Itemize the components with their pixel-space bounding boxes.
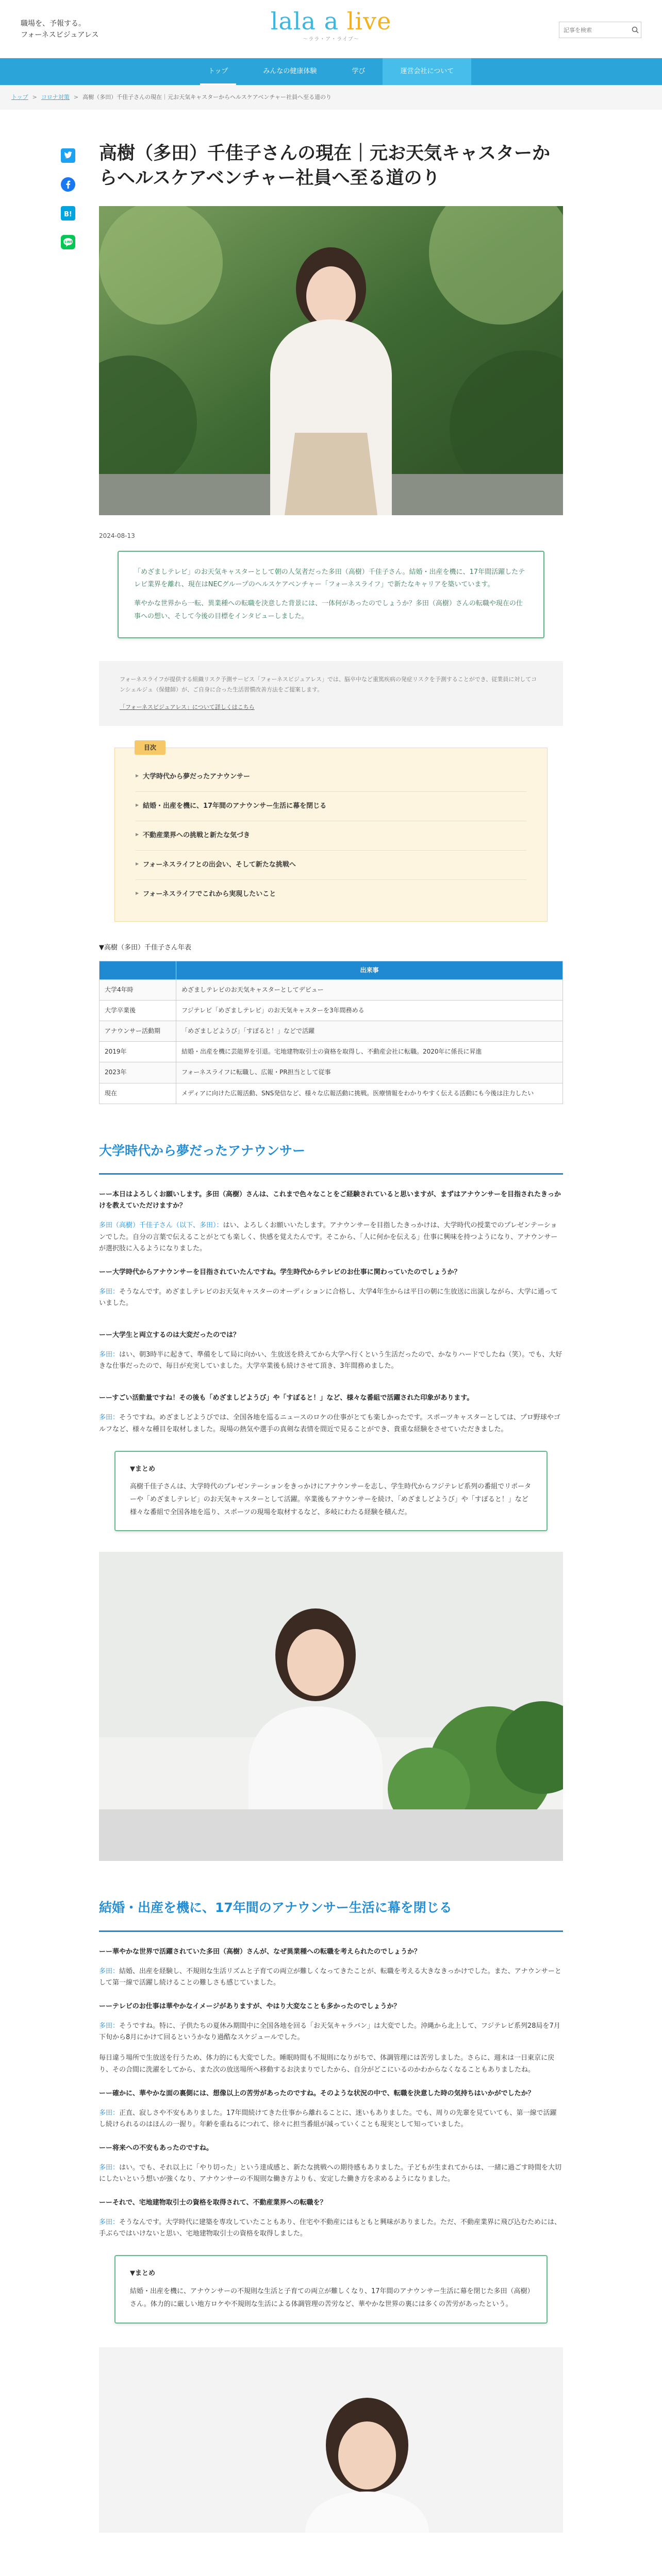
- interview-question: ーー華やかな世界で活躍されていた多田（高樹）さんが、なぜ異業種への転職を考えられたのでしょうか？: [99, 1947, 421, 1956]
- toc-item[interactable]: ▶ 大学時代から夢だったアナウンサー: [136, 762, 526, 792]
- interview-photo: [99, 1552, 563, 1861]
- speaker-name: 多田：: [99, 2163, 120, 2172]
- table-header-row: [100, 961, 563, 979]
- speaker-name: 多田：: [99, 1414, 120, 1422]
- service-note-text: フォーネスライフが提供する組織リスク予測サービス「フォーネスビジュアレス」では、脳卒中など重篤疾病の発症リスクを予測することができ、従業員に対してコンシェルジュ（保健師）が、ご自身に合った生活習慣改善方法をご提案します。: [120, 676, 537, 693]
- speaker-name: 多田：: [99, 1287, 120, 1296]
- speaker-name: 多田：: [99, 1351, 120, 1359]
- table-header-cell: [100, 961, 176, 979]
- lead-paragraph: 華やかな世界から一転、異業種への転職を決意した背景には、一体何があったのでしょうか？多田（高樹）さんの転職や現在の仕事への想い、そして今後の目標をインタビューしました。: [134, 599, 523, 620]
- speaker-name: 多田：: [99, 2022, 120, 2030]
- interview-question: ーー確かに、華やかな面の裏側には、想像以上の苦労があったのですね。そのような状況の中で、転職を決意した時の気持ちはいかがでしたか？: [99, 2089, 535, 2097]
- table-cell-period: 大学卒業後: [100, 1000, 176, 1021]
- summary-label: ▼まとめ: [130, 2269, 155, 2278]
- table-cell-event: メディアに向けた広報活動、SNS発信など、様々な広報活動に挑戦。医療情報をわかりやすく伝える活動にも今後は注力したい: [176, 1083, 563, 1104]
- breadcrumb-category[interactable]: コロナ対策: [41, 93, 70, 100]
- breadcrumb-separator: >: [32, 93, 37, 100]
- table-cell-event: 結婚・出産を機に芸能界を引退。宅地建物取引士の資格を取得し、不動産会社に転職。2020年に係長に昇進: [176, 1042, 563, 1062]
- twitter-share-button[interactable]: [60, 147, 76, 164]
- answer-text: そうですね。めざましどようびでは、全国各地を巡るニュースのロケの仕事がとても楽しかったです。スポーツキャスターとしては、プロ野球やゴルフなど、様々な種目を取材しました。現場の熱気や選手の真剣な表情を間近で見ることができ、貴重な経験をさせていただきました。: [99, 1414, 560, 1433]
- toc-item[interactable]: ▶ 不動産業界への挑戦と新たな気づき: [136, 821, 526, 851]
- answer-text: そうなんです。めざましテレビのお天気キャスターのオーディションに合格し、大学4年生からは平日の朝に生放送に出演しながら、大学に通っていました。: [99, 1287, 558, 1307]
- logo-text-a: lala a: [270, 7, 347, 35]
- site-logo[interactable]: [271, 9, 392, 44]
- interview-answer: [99, 2162, 563, 2185]
- table-cell-period: 現在: [100, 1083, 176, 1104]
- speaker-name: 多田：: [99, 1967, 120, 1975]
- tagline-line-1: 職場を、予報する。: [21, 20, 86, 28]
- interview-question: ーー大学時代からアナウンサーを目指されていたんですね。学生時代からテレビのお仕事に関わっていたのでしょうか？: [99, 1268, 461, 1276]
- header-tagline: [21, 19, 98, 41]
- share-rail: [60, 147, 76, 250]
- interview-question: ーー大学生と両立するのは大変だったのでは？: [99, 1331, 240, 1340]
- speaker-name: 多田：: [99, 2109, 120, 2117]
- nav-item-top[interactable]: トップ: [191, 58, 246, 85]
- answer-text: そうですね。特に、子供たちの夏休み期間中に全国各地を回る「お天気キャラバン」は大変でした。沖縄から北上して、フジテレビ系列28局を7月下旬から8月にかけて回るというかなり過酷なスケジュールでした。: [99, 2022, 560, 2042]
- nav-item-learning[interactable]: 学び: [352, 67, 366, 75]
- answer-text: はい。でも、それ以上に「やり切った」という達成感と、新たな挑戦への期待感もありました。子どもが生まれてからは、一緒に過ごす時間を大切にしたいという想いが強くなり、アナウンサーの不規則な働き方よりも、安定した働き方を求めるようになりました。: [99, 2163, 562, 2183]
- breadcrumb-home[interactable]: トップ: [11, 93, 28, 100]
- table-row: [100, 979, 563, 1000]
- toc-item[interactable]: ▶ フォーネスライフとの出会い、そして新たな挑戦へ: [136, 851, 526, 880]
- table-cell-event: フォーネスライフに転職し、広報・PR担当として従事: [176, 1062, 563, 1083]
- answer-text: 結婚、出産を経験し、不規則な生活リズムと子育ての両立が難しくなってきたことが、転職を考える大きなきっかけでした。また、アナウンサーとして第一線で活躍し続けることの難しさも感じていました。: [99, 1967, 561, 1987]
- interview-answer: [99, 1286, 563, 1309]
- table-cell-period: 2019年: [100, 1042, 176, 1062]
- service-note-link[interactable]: 「フォーネスビジュアレス」について詳しくはこちら: [120, 703, 255, 710]
- search-icon[interactable]: [630, 22, 641, 38]
- section-heading: 大学時代から夢だったアナウンサー: [99, 1140, 563, 1175]
- publish-date: 2024-08-13: [99, 532, 135, 540]
- svg-text:LINE: LINE: [64, 240, 73, 244]
- logo-text-b: live: [346, 7, 392, 35]
- timeline-caption: ▼高樹（多田）千佳子さん年表: [99, 944, 191, 952]
- svg-text:B!: B!: [64, 211, 72, 218]
- summary-text: 高樹千佳子さんは、大学時代のプレゼンテーションをきっかけにアナウンサーを志し、学生時代からフジテレビ系列の番組でリポーターや「めざましテレビ」のお天気キャスターとして活躍。卒業後もアナウンサーを続け、「めざましどようび」や「すぽると！」など様々な番組で全国各地を巡り、スポーツの現場を取材するなど、多岐にわたる経験を積んだ。: [130, 1483, 532, 1516]
- table-cell-period: 大学4年時: [100, 979, 176, 1000]
- interview-answer: [99, 2021, 563, 2043]
- table-cell-period: アナウンサー活動期: [100, 1021, 176, 1042]
- facebook-share-button[interactable]: [60, 176, 76, 193]
- timeline-table: [99, 961, 563, 1104]
- hatena-share-button[interactable]: [60, 205, 76, 222]
- interview-answer: [99, 1349, 563, 1372]
- facebook-icon: [61, 177, 75, 192]
- table-row: [100, 1000, 563, 1021]
- interview-question: ーー本日はよろしくお願いします。多田（高樹）さんは、これまで色々なことをご経験されていると思いますが、まずはアナウンサーを目指されたきっかけを教えていただけますか？: [99, 1191, 561, 1210]
- interview-photo: [99, 2347, 563, 2533]
- summary-label: ▼まとめ: [130, 1465, 155, 1473]
- speaker-name: 多田：: [99, 2218, 120, 2227]
- answer-text: そうなんです。大学時代に建築を専攻していたこともあり、住宅や不動産にはもともと興味がありました。ただ、不動産業界に飛び込むためには、手ぶらではいけないと思い、宅地建物取引士の資格を取得しました。: [99, 2218, 561, 2238]
- toc-label: 目次: [135, 740, 166, 755]
- toc-item[interactable]: ▶ 結婚・出産を機に、17年間のアナウンサー生活に幕を閉じる: [136, 792, 526, 821]
- summary-text: 結婚・出産を機に、アナウンサーの不規則な生活と子育ての両立が難しくなり、17年間のアナウンサー生活に幕を閉じた多田（高樹）さん。体力的に厳しい地方ロケや不規則な生活による体調管理の苦労など、華やかな世界の裏には多くの苦労があったという。: [130, 2287, 531, 2308]
- line-icon: [61, 235, 75, 249]
- table-row: [100, 1042, 563, 1062]
- interview-answer: [99, 2108, 563, 2130]
- breadcrumb-current: 高樹（多田）千佳子さんの現在｜元お天気キャスターからヘルスケアベンチャー社員へ至る道のり: [82, 93, 332, 100]
- breadcrumb-separator: >: [73, 93, 79, 100]
- hatena-icon: [61, 206, 75, 221]
- lead-paragraph: 「めざましテレビ」のお天気キャスターとして朝の人気者だった多田（高樹）千佳子さん。結婚・出産を機に、17年間活躍したテレビ業界を離れ、現在はNECグループのヘルスケアベンチャー「フォーネスライフ」で新たなキャリアを築いています。: [134, 568, 525, 589]
- global-nav: [0, 58, 662, 85]
- logo-subtitle: ～ララ・ア・ライブ～: [303, 37, 359, 42]
- table-cell-period: 2023年: [100, 1062, 176, 1083]
- interview-question: ーーすごい活動量ですね！その後も「めざましどようび」や「すぽると！」など、様々な番組で活躍された印象があります。: [99, 1394, 474, 1402]
- hero-photo: [99, 206, 563, 515]
- line-share-button[interactable]: [60, 234, 76, 250]
- table-row: [100, 1021, 563, 1042]
- interview-question: ーーテレビのお仕事は華やかなイメージがありますが、やはり大変なことも多かったのでしょうか？: [99, 2003, 401, 2011]
- table-cell-event: フジテレビ「めざましテレビ」のお天気キャスターを3年間務める: [176, 1000, 563, 1021]
- interview-question: ーーそれで、宅地建物取引士の資格を取得されて、不動産業界への転職を？: [99, 2199, 327, 2207]
- toc-item[interactable]: ▶ フォーネスライフでこれから実現したいこと: [136, 880, 526, 909]
- nav-item-company[interactable]: 運営会社について: [383, 58, 471, 85]
- nav-item-health-experience[interactable]: みんなの健康体験: [263, 67, 317, 75]
- table-row: [100, 1062, 563, 1083]
- section-heading: 結婚・出産を機に、17年間のアナウンサー生活に幕を閉じる: [99, 1897, 563, 1932]
- logo-wordmark: [271, 9, 392, 33]
- twitter-icon: [61, 148, 75, 163]
- tagline-line-2: フォーネスビジュアレス: [21, 30, 99, 39]
- table-row: [100, 1083, 563, 1104]
- answer-paragraph: 毎日違う場所で生放送を行うため、体力的にも大変でした。睡眠時間も不規則になりがちで、体調管理には苦労しました。さらに、週末は一日東京に戻り、その合間に洗濯をしてから、また次の放送場所へ移動するお決まりでしたから、自分がどこにいるのかわからなくなることもありましたね。: [99, 2054, 555, 2074]
- search-box: [559, 22, 641, 38]
- interview-answer: [99, 1966, 563, 1989]
- table-cell-event: 「めざましどようび」「すぽると！」などで活躍: [176, 1021, 563, 1042]
- summary-box: [114, 2255, 548, 2323]
- interview-answer: [99, 2217, 563, 2240]
- article: [99, 110, 563, 2533]
- breadcrumb: [0, 85, 662, 110]
- answer-text: はい、よろしくお願いいたします。アナウンサーを目指したきっかけは、大学時代の授業でのプレゼンテーションでした。自分の言葉で伝えることがとても楽しく、快感を覚えたんです。そこから、「人に何かを伝える」仕事に興味を持つようになり、アナウンサーが選択肢に入るようになりました。: [99, 1222, 558, 1252]
- lead-box: [118, 551, 544, 639]
- search-input[interactable]: [559, 27, 630, 33]
- article-title: 高樹（多田）千佳子さんの現在｜元お天気キャスターからヘルスケアベンチャー社員へ至る道のり: [99, 143, 551, 189]
- interview-question: ーー将来への不安もあったのですね。: [99, 2144, 213, 2152]
- answer-text: 正直、寂しさや不安もありました。17年間続けてきた仕事から離れることに、迷いもありました。でも、周りの先輩を見ていても、第一線で活躍し続けられるのはほんの一握り。年齢を重ねるにつれて、徐々に担当番組が減っていくことも現実として知っていました。: [99, 2109, 557, 2128]
- answer-text: はい、朝3時半に起きて、準備をして局に向かい、生放送を終えてから大学へ行くという生活だったので、かなりハードでしたね（笑）。でも、大好きな仕事だったので、毎日が充実していました。大学卒業後も続けさせて頂き、3年間務めました。: [99, 1351, 562, 1370]
- table-header-cell: 出来事: [176, 961, 563, 979]
- service-note: [99, 661, 563, 725]
- table-cell-event: めざましテレビのお天気キャスターとしてデビュー: [176, 979, 563, 1000]
- summary-box: [114, 1451, 548, 1532]
- table-of-contents: [114, 743, 548, 922]
- interview-answer: [99, 1220, 563, 1254]
- site-header: [0, 0, 662, 58]
- interview-answer: [99, 1412, 563, 1435]
- speaker-name: 多田（高樹）千佳子さん（以下、多田）：: [99, 1222, 223, 1230]
